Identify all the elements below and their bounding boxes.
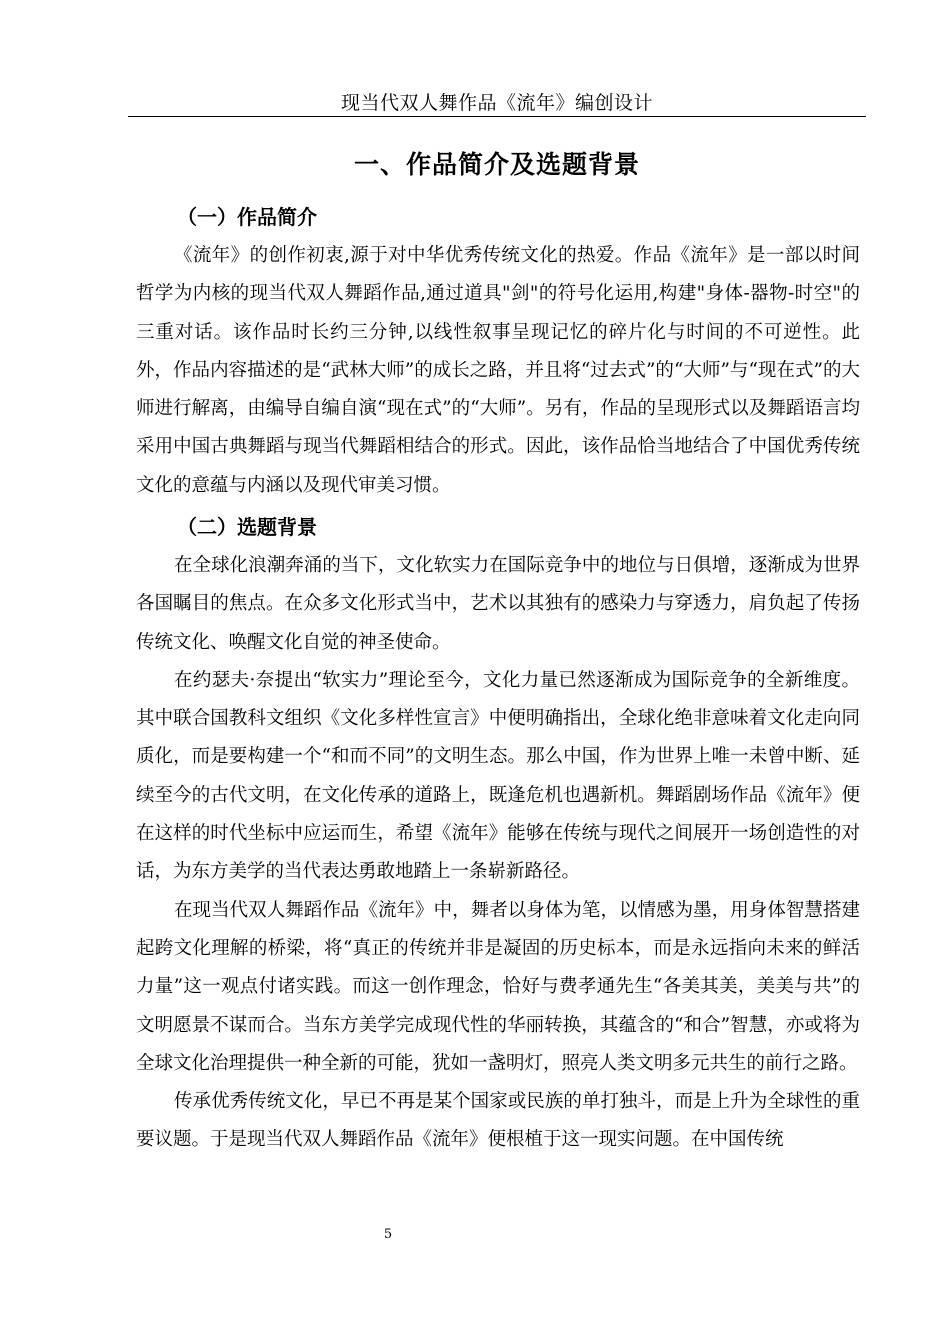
chapter-title: 一、作品简介及选题背景 bbox=[353, 150, 640, 179]
header-rule bbox=[128, 116, 866, 117]
page-number: 5 bbox=[383, 1227, 393, 1242]
section-heading-intro: （一）作品简介 bbox=[177, 205, 317, 229]
section-heading-background: （二）选题背景 bbox=[177, 515, 317, 539]
section-body-intro bbox=[136, 237, 860, 505]
running-header: 现当代双人舞作品《流年》编创设计 bbox=[340, 92, 653, 114]
paragraph: 《流年》的创作初衷,源于对中华优秀传统文化的热爱。作品《流年》是一部以时间哲学为内核的现当代双人舞蹈作品,通过道具"剑"的符号化运用,构建"身体-器物-时空"的三重对话。该作品时长约三分钟,以线性叙事呈现记忆的碎片化与时间的不可逆性。此外，作品内容描述的是“武林大师”的成长之路，并且将“过去式”的“大师”与“现在式”的大师进行解离，由编导自编自演“现在式”的“大师”。另有，作品的呈现形式以及舞蹈语言均采用中国古典舞蹈与现当代舞蹈相结合的形式。因此，该作品恰当地结合了中国优秀传统文化的意蕴与内涵以及现代审美习惯。 bbox=[136, 245, 860, 496]
section-body-background bbox=[136, 547, 860, 1160]
paragraph: 在全球化浪潮奔涌的当下，文化软实力在国际竞争中的地位与日俱增，逐渐成为世界各国瞩目的焦点。在众多文化形式当中，艺术以其独有的感染力与穿透力，肩负起了传扬传统文化、唤醒文化自觉的神圣使命。 bbox=[136, 555, 860, 653]
paragraph: 传承优秀传统文化，早已不再是某个国家或民族的单打独斗，而是上升为全球性的重要议题。于是现当代双人舞蹈作品《流年》便根植于这一现实问题。在中国传统 bbox=[136, 1091, 860, 1151]
paragraph: 在约瑟夫·奈提出“软实力”理论至今，文化力量已然逐渐成为国际竞争的全新维度。其中联合国教科文组织《文化多样性宣言》中便明确指出，全球化绝非意味着文化走向同质化，而是要构建一个“和而不同”的文明生态。那么中国，作为世界上唯一未曾中断、延续至今的古代文明，在文化传承的道路上，既逢危机也遇新机。舞蹈剧场作品《流年》便在这样的时代坐标中应运而生，希望《流年》能够在传统与现代之间展开一场创造性的对话，为东方美学的当代表达勇敢地踏上一条崭新路径。 bbox=[136, 669, 860, 883]
paragraph: 在现当代双人舞蹈作品《流年》中，舞者以身体为笔，以情感为墨，用身体智慧搭建起跨文化理解的桥梁，将“真正的传统并非是凝固的历史标本，而是永远指向未来的鲜活力量”这一观点付诸实践。而这一创作理念，恰好与费孝通先生“各美其美，美美与共”的文明愿景不谋而合。当东方美学完成现代性的华丽转换，其蕴含的“和合”智慧，亦或将为全球文化治理提供一种全新的可能，犹如一盏明灯，照亮人类文明多元共生的前行之路。 bbox=[136, 899, 860, 1074]
